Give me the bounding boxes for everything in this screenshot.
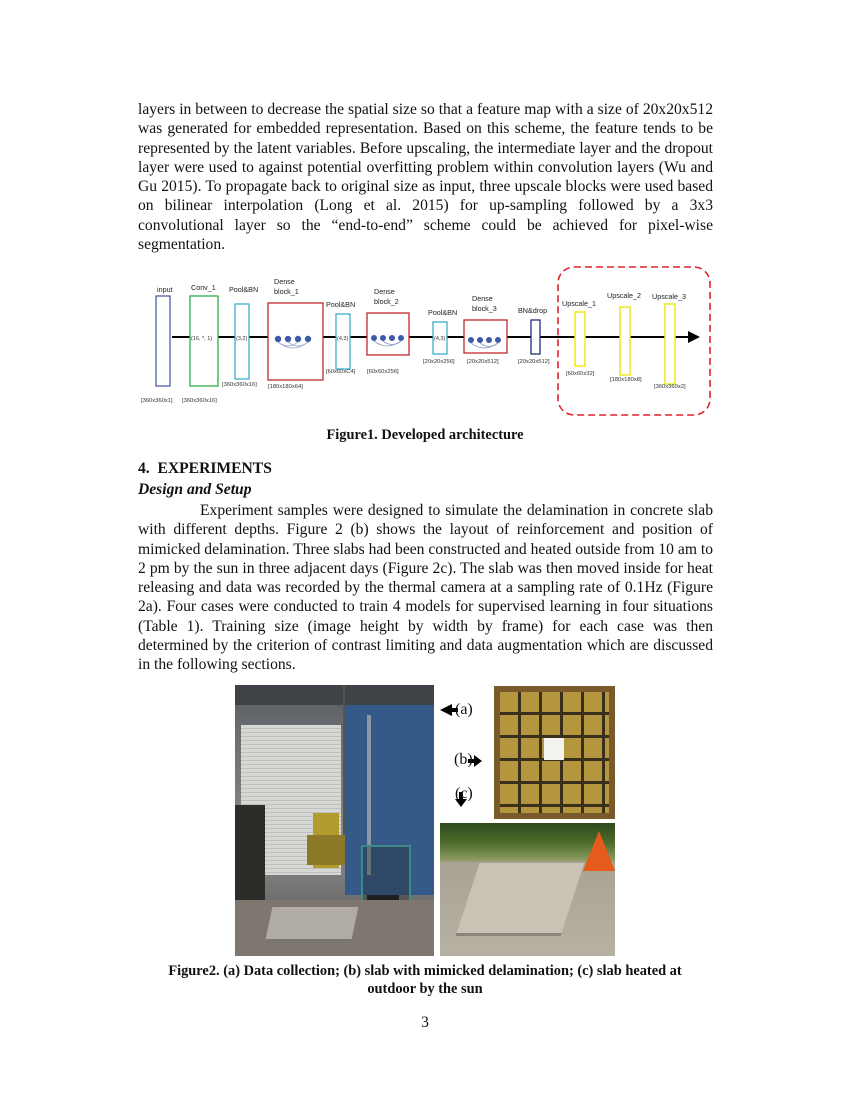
size-pool2: [60x60xC4] [326, 369, 356, 375]
section-heading: 4. EXPERIMENTS [138, 460, 272, 477]
label-conv1: Conv_1 [191, 283, 216, 292]
bndrop-block [531, 320, 540, 354]
size-dense3: [20x20x512] [467, 359, 499, 365]
size-dense2: [60x60x256] [367, 369, 399, 375]
label-bndrop: BN&drop [518, 306, 548, 315]
architecture-diagram [138, 262, 718, 422]
label-upscale3: Upscale_3 [652, 292, 686, 301]
label-input: input [157, 285, 173, 294]
inner-pool1: (3,2) [236, 336, 248, 342]
photo-slab-outdoor [440, 823, 615, 956]
upscale1-block [575, 312, 585, 366]
figure2-caption-line1: Figure2. (a) Data collection; (b) slab with mimicked delamination; (c) slab heated at [168, 963, 682, 979]
label-dense1-a: Dense [274, 277, 295, 286]
label-b: (b) [454, 751, 473, 768]
label-dense1-b: block_1 [274, 287, 299, 296]
size-upscale2: [180x180x8] [610, 377, 642, 383]
dense-block-2 [367, 313, 409, 355]
size-pool1: [360x360x16] [222, 382, 257, 388]
size-upscale3: [360x360x2] [654, 384, 686, 390]
inner-conv1: (16, *, 1) [191, 336, 213, 342]
inner-pool2: (4,3) [337, 336, 349, 342]
label-upscale1: Upscale_1 [562, 299, 596, 308]
label-dense3-b: block_3 [472, 304, 497, 313]
photo-data-collection [235, 685, 434, 956]
intro-paragraph: layers in between to decrease the spatial size so that a feature map with a size of 20x20x512 was generated for embedded representation. Based on this scheme, the feature tends to be represented by the latent variables. Before upscaling, the intermediate layer and the dropout layer were used to against potential overfitting problem within convolution layers (Wu and Gu 2015). To propagate back to original size as input, three upscale blocks were used based on bilinear interpolation (Long et al. 2015) for up-sampling followed by a 3x3 convolutional layer so the “end-to-end” scheme could be achieved for pixel-wise segmentation. [138, 101, 713, 254]
label-pool1: Pool&BN [229, 285, 259, 294]
size-conv1: [360x360x16] [182, 398, 217, 404]
photo-slab-reinforcement [494, 686, 615, 819]
label-upscale2: Upscale_2 [607, 291, 641, 300]
figure2-caption-line2: outdoor by the sun [367, 981, 483, 997]
size-bndrop: [20x20x512] [518, 359, 550, 365]
label-c: (c) [455, 785, 473, 802]
size-pool3: [20x20x256] [423, 359, 455, 365]
label-pool2: Pool&BN [326, 300, 356, 309]
label-a: (a) [455, 701, 473, 718]
figure1-caption: Figure1. Developed architecture [326, 427, 524, 443]
upscale3-block [665, 304, 675, 384]
label-dense2-b: block_2 [374, 297, 399, 306]
page-number: 3 [421, 1014, 429, 1031]
label-dense3-a: Dense [472, 294, 493, 303]
figure2-caption [120, 962, 730, 998]
figure2-photos [235, 685, 615, 956]
inner-pool3: (4,3) [434, 336, 446, 342]
size-upscale1: [60x60x32] [566, 371, 595, 377]
subsection-heading: Design and Setup [138, 481, 252, 498]
size-dense1: [180x180x64] [268, 384, 303, 390]
upscale2-block [620, 307, 630, 375]
label-pool3: Pool&BN [428, 308, 458, 317]
input-block [156, 296, 170, 386]
experiments-paragraph: Experiment samples were designed to simulate the delamination in concrete slab with different depths. Figure 2 (b) shows the layout of reinforcement and position of mimicked delamination. Three slabs had been constructed and heated outside from 10 am to 2 pm by the sun in three adjacent days (Figure 2c). The slab was then moved inside for heat releasing and data was recorded by the thermal camera at a sampling rate of 0.1Hz (Figure 2a). Four cases were conducted to train 4 models for supervised learning in four situations (Table 1). Training size (image height by width by frame) for each case was then determined by the criterion of contrast limiting and data augmentation which are discussed in the following sections. [138, 502, 713, 674]
label-dense2-a: Dense [374, 287, 395, 296]
size-input: [360x360x1] [141, 398, 173, 404]
